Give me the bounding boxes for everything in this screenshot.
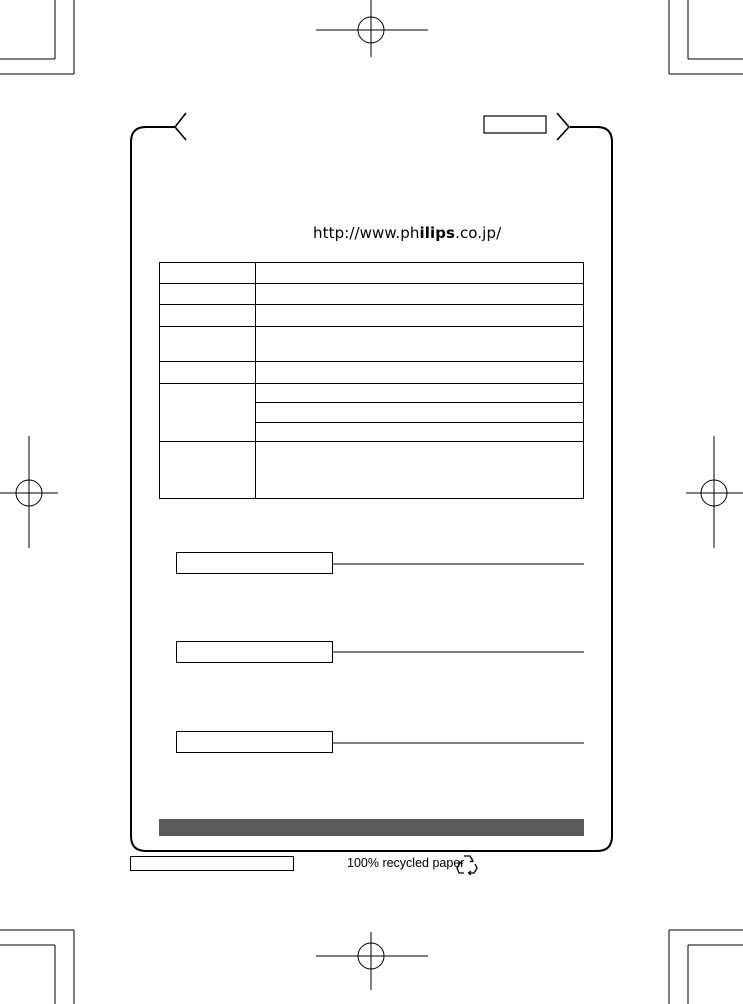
spec-label <box>160 305 256 327</box>
table-row <box>160 305 584 327</box>
table-row <box>160 284 584 305</box>
recycle-icon <box>456 853 478 875</box>
spec-label <box>160 384 256 442</box>
spec-value <box>256 362 584 384</box>
footer-bar <box>159 819 584 836</box>
tag-leader-lines <box>333 564 584 743</box>
registration-mark-bottom <box>316 932 428 990</box>
spec-value <box>256 403 584 423</box>
spec-value <box>256 305 584 327</box>
spec-label <box>160 442 256 499</box>
registration-mark-top <box>316 0 428 57</box>
table-row <box>160 384 584 403</box>
table-row <box>160 263 584 284</box>
tag-box-2 <box>176 641 333 663</box>
recycled-paper-label: 100% recycled paper <box>347 856 465 870</box>
table-row <box>160 362 584 384</box>
spec-value <box>256 442 584 499</box>
table-row <box>160 442 584 499</box>
table-row <box>160 327 584 362</box>
website-url[interactable]: http://www.philips.co.jp/ <box>313 224 502 242</box>
spec-value <box>256 384 584 403</box>
top-label-box <box>484 116 546 133</box>
registration-mark-right <box>686 436 743 548</box>
spec-value <box>256 327 584 362</box>
spec-value <box>256 284 584 305</box>
tag-box-3 <box>176 731 333 753</box>
registration-mark-left <box>0 436 58 548</box>
spec-label <box>160 327 256 362</box>
document-code-box <box>130 856 294 871</box>
spec-label <box>160 284 256 305</box>
spec-table <box>159 262 584 499</box>
spec-value <box>256 423 584 442</box>
spec-label <box>160 362 256 384</box>
tag-box-1 <box>176 552 333 574</box>
spec-label <box>160 263 256 284</box>
spec-value <box>256 263 584 284</box>
